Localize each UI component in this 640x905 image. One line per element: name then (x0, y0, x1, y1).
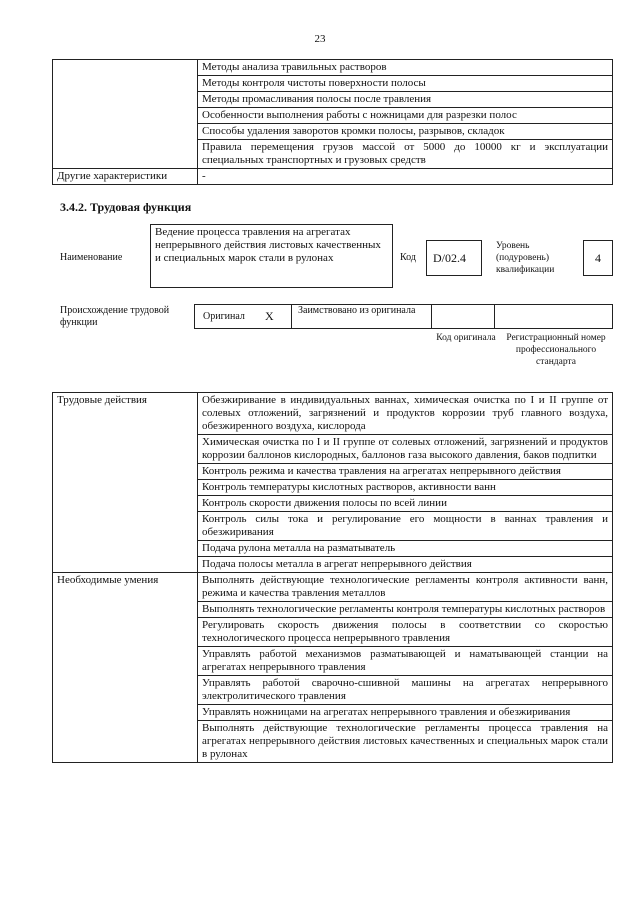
table-row: Подача рулона металла на разматыватель (198, 541, 613, 557)
original-label: Оригинал (203, 311, 245, 322)
code-original-caption: Код оригинала (436, 333, 496, 343)
original-mark: X (265, 309, 274, 323)
table-row: Контроль режима и качества травления на агрегатах непрерывного действия (198, 464, 613, 480)
actions-label: Трудовые действия (53, 393, 198, 573)
table-row: Контроль скорости движения полосы по всей линии (198, 496, 613, 512)
other-characteristics-value: - (198, 169, 613, 185)
code-label: Код (400, 252, 416, 263)
origin-divider (494, 305, 495, 328)
table-row: Химическая очистка по I и II группе от солевых отложений, загрязнений и продуктов коррозии баллонов кислородных, баллонов газа высокого давления, баков подпитки (198, 435, 613, 464)
section-title: 3.4.2. Трудовая функция (60, 200, 192, 214)
table-row: Регулировать скорость движения полосы в соответствии со скоростью технологического процесса непрерывного травления (198, 618, 613, 647)
other-characteristics-label: Другие характеристики (53, 169, 198, 185)
table-row: Управлять работой механизмов разматывающей и наматывающей станции на агрегатах непрерывного травления (198, 647, 613, 676)
table-row: Методы контроля чистоты поверхности полосы (198, 76, 613, 92)
origin-divider (291, 305, 292, 328)
skills-label: Необходимые умения (53, 573, 198, 763)
table-row: Подача полосы металла в агрегат непрерывного действия (198, 557, 613, 573)
level-box: 4 (583, 240, 613, 276)
table-row: Правила перемещения грузов массой от 5000 до 10000 кг и эксплуатации специальных транспортных и грузовых средств (198, 140, 613, 169)
level-label: Уровень (подуровень) квалификации (496, 241, 555, 275)
code-box: D/02.4 (426, 240, 482, 276)
origin-row (194, 304, 613, 329)
borrowed-label: Заимствовано из оригинала (298, 305, 416, 316)
function-name-box: Ведение процесса травления на агрегатах непрерывного действия листовых качественных и специальных марок стали в рулонах (150, 224, 393, 288)
table-row: Контроль температуры кислотных растворов, активности ванн (198, 480, 613, 496)
reg-number-caption: Регистрационный номер профессионального стандарта (506, 333, 606, 367)
knowledge-label-cell (53, 60, 198, 169)
table-row: Управлять работой сварочно-сшивной машины на агрегатах непрерывного электролитического травления (198, 676, 613, 705)
table-row: Методы промасливания полосы после травления (198, 92, 613, 108)
knowledge-table (52, 59, 613, 185)
table-row: Особенности выполнения работы с ножницами для разрезки полос (198, 108, 613, 124)
table-row: Способы удаления заворотов кромки полосы, разрывов, складок (198, 124, 613, 140)
table-row: Контроль силы тока и регулирование его мощности в ваннах травления и обезжиривания (198, 512, 613, 541)
name-label: Наименование (60, 252, 123, 263)
table-row: Выполнять действующие технологические регламенты процесса травления на агрегатах непрерывного действия листовых качественных и специальных марок стали в рулонах (198, 721, 613, 763)
table-row: Методы анализа травильных растворов (198, 60, 613, 76)
table-row: Выполнять действующие технологические регламенты контроля активности ванн, режима и качества травления металлов (198, 573, 613, 602)
page-number: 23 (314, 33, 326, 45)
origin-label: Происхождение трудовой функции (60, 305, 170, 328)
origin-divider (431, 305, 432, 328)
table-row: Обезжиривание в индивидуальных ваннах, химическая очистка по I и II группе от солевых отложений, загрязнений и продуктов коррозии труб главного воздуха, обезжиренного воздуха, кислорода (198, 393, 613, 435)
table-row: Выполнять технологические регламенты контроля температуры кислотных растворов (198, 602, 613, 618)
table-row: Управлять ножницами на агрегатах непрерывного травления и обезжиривания (198, 705, 613, 721)
function-details-table (52, 392, 613, 763)
